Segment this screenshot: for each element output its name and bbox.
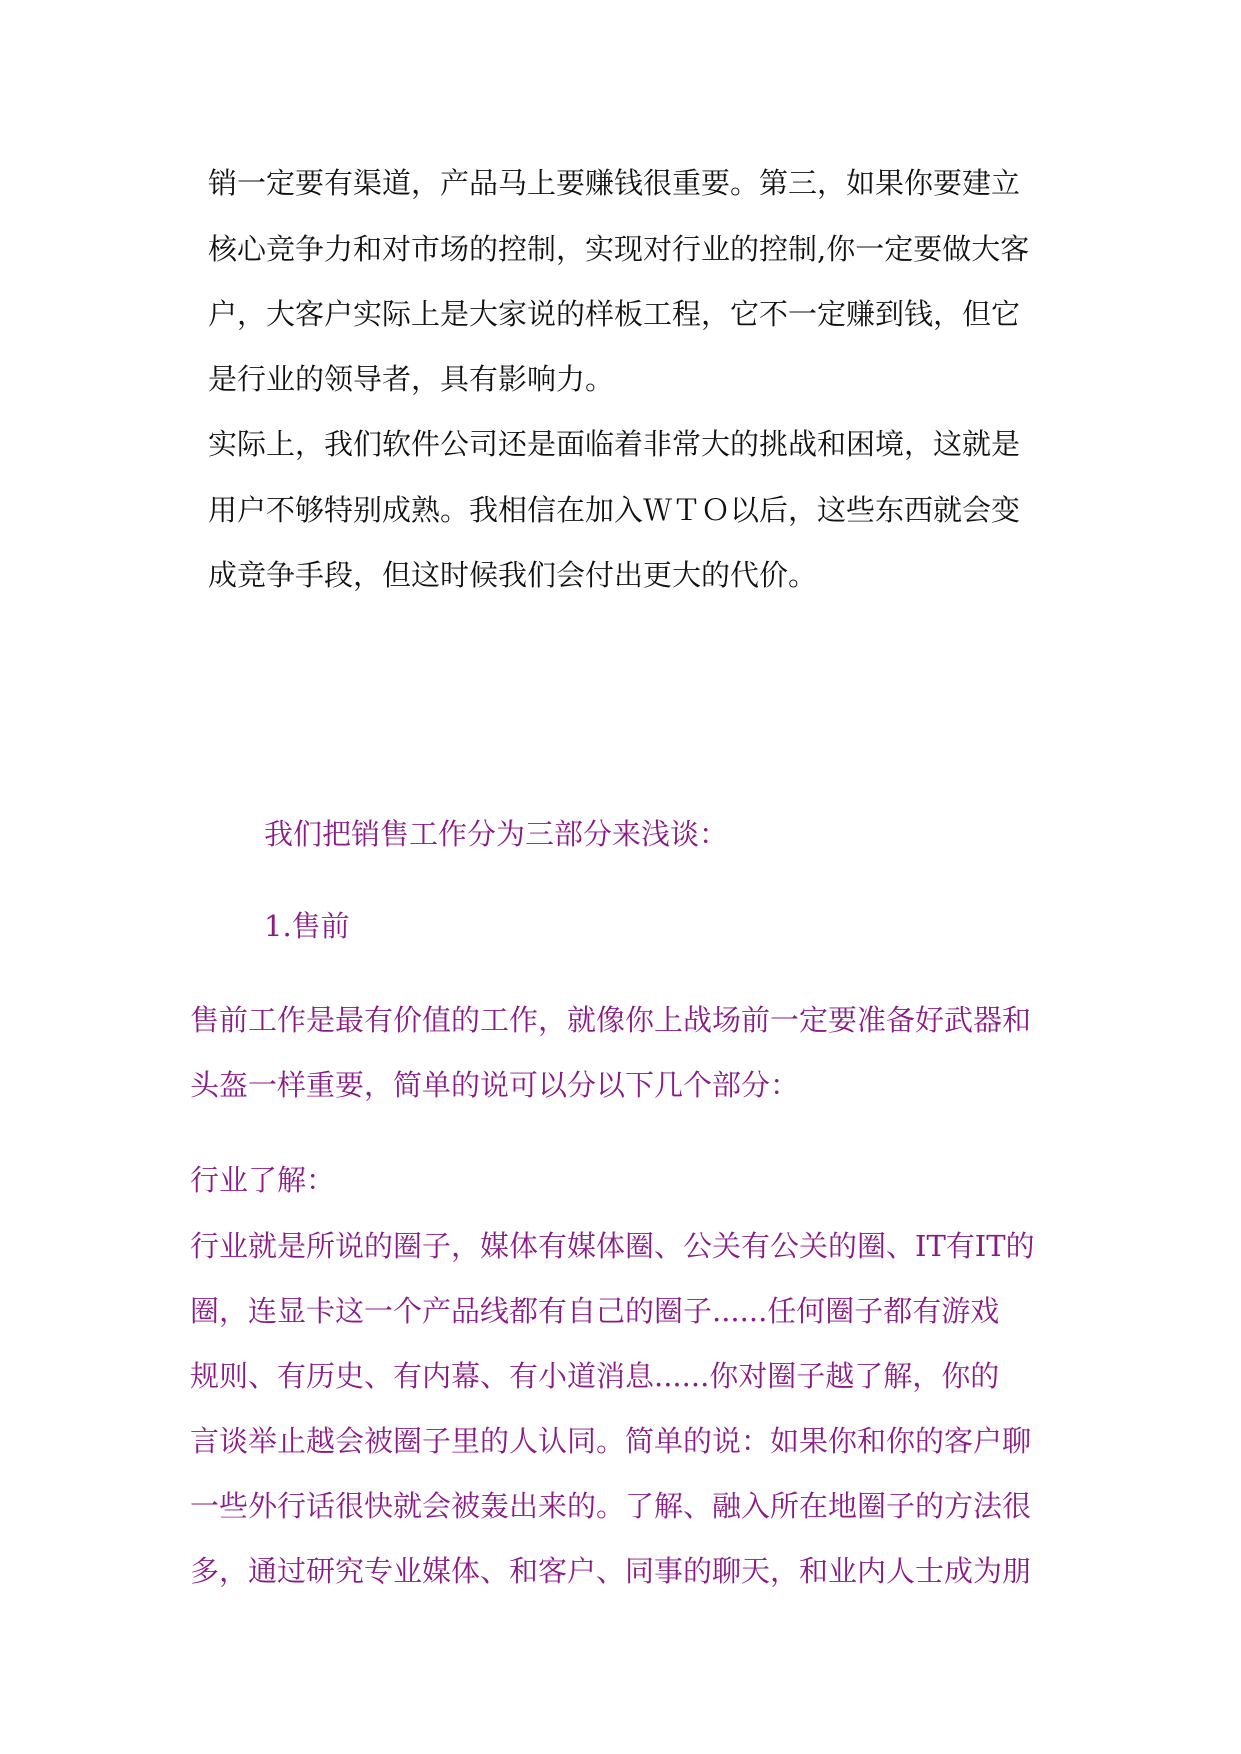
paragraph-line: 销一定要有渠道，产品马上要赚钱很重要。第三，如果你要建立 bbox=[208, 166, 1021, 200]
paragraph-line: 行业就是所说的圈子，媒体有媒体圈、公关有公关的圈、IT有IT的 bbox=[190, 1229, 1035, 1263]
paragraph-line: 圈，连显卡这一个产品线都有自己的圈子......任何圈子都有游戏 bbox=[190, 1294, 1000, 1328]
paragraph-line: 一些外行话很快就会被轰出来的。了解、融入所在地圈子的方法很 bbox=[190, 1489, 1032, 1523]
paragraph-line: 实际上，我们软件公司还是面临着非常大的挑战和困境，这就是 bbox=[208, 427, 1021, 461]
paragraph-line: 规则、有历史、有内幕、有小道消息......你对圈子越了解，你的 bbox=[190, 1359, 1000, 1393]
paragraph-line: 头盔一样重要，简单的说可以分以下几个部分： bbox=[190, 1068, 800, 1102]
paragraph-line: 多，通过研究专业媒体、和客户、同事的聊天，和业内人士成为朋 bbox=[190, 1554, 1032, 1588]
paragraph-line: 言谈举止越会被圈子里的人认同。简单的说：如果你和你的客户聊 bbox=[190, 1424, 1032, 1458]
section-heading: 1.售前 bbox=[264, 909, 350, 943]
paragraph-line: 成竞争手段，但这时候我们会付出更大的代价。 bbox=[208, 558, 818, 592]
paragraph-line: 用户不够特别成熟。我相信在加入ＷＴＯ以后，这些东西就会变 bbox=[208, 493, 1021, 527]
subheading: 行业了解： bbox=[190, 1163, 336, 1197]
paragraph-line: 核心竞争力和对市场的控制，实现对行业的控制,你一定要做大客 bbox=[208, 232, 1030, 266]
paragraph-line: 户，大客户实际上是大家说的样板工程，它不一定赚到钱，但它 bbox=[208, 297, 1021, 331]
paragraph-line: 售前工作是最有价值的工作，就像你上战场前一定要准备好武器和 bbox=[190, 1003, 1032, 1037]
paragraph-line: 是行业的领导者，具有影响力。 bbox=[208, 362, 615, 396]
section-intro: 我们把销售工作分为三部分来浅谈： bbox=[264, 817, 729, 851]
